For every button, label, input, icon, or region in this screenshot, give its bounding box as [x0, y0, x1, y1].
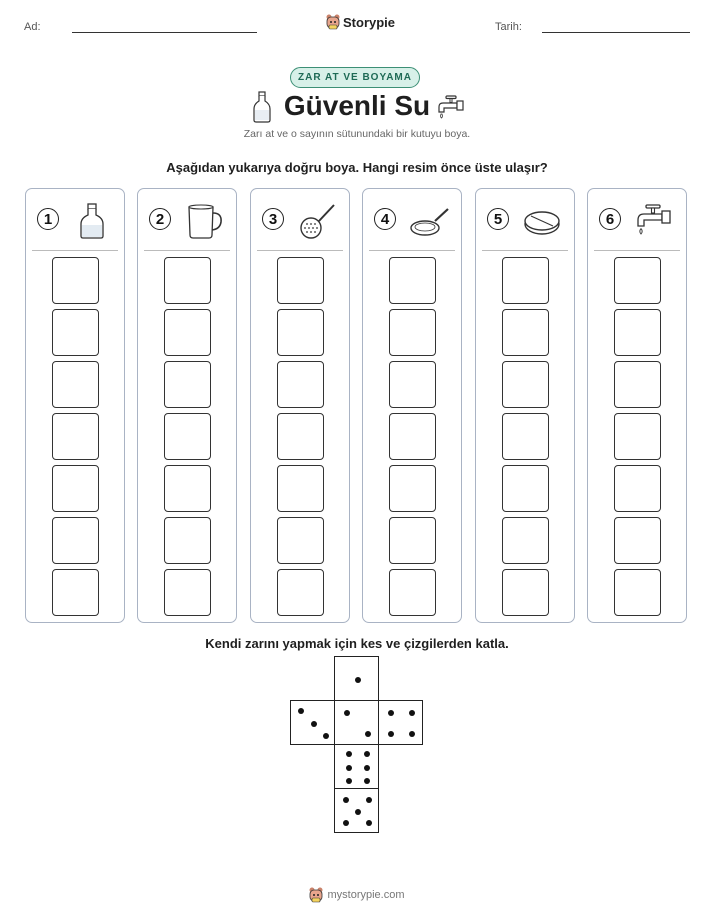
coloring-box[interactable] — [164, 569, 211, 616]
die-pip — [344, 710, 350, 716]
die-pip — [364, 751, 370, 757]
tablet-icon — [522, 201, 562, 241]
die-pip — [346, 751, 352, 757]
column-number: 6 — [599, 208, 621, 230]
coloring-box[interactable] — [614, 517, 661, 564]
column-3 — [250, 188, 350, 623]
column-number: 3 — [262, 208, 284, 230]
column-4 — [362, 188, 462, 623]
footer-url: mystorypie.com — [327, 889, 405, 901]
coloring-box[interactable] — [502, 361, 549, 408]
faucet-icon — [634, 201, 674, 241]
title-bottle-icon — [252, 91, 272, 123]
coloring-box[interactable] — [389, 569, 436, 616]
coloring-box[interactable] — [614, 309, 661, 356]
date-line[interactable] — [542, 32, 690, 33]
coloring-box[interactable] — [52, 309, 99, 356]
coloring-box[interactable] — [277, 413, 324, 460]
name-label: Ad: — [24, 21, 41, 33]
die-pip — [343, 797, 349, 803]
coloring-box[interactable] — [164, 517, 211, 564]
coloring-box[interactable] — [502, 465, 549, 512]
strainer-icon — [297, 201, 337, 241]
coloring-box[interactable] — [614, 465, 661, 512]
coloring-box[interactable] — [502, 413, 549, 460]
coloring-box[interactable] — [277, 517, 324, 564]
instruction: Aşağıdan yukarıya doğru boya. Hangi resim önce üste ulaşır? — [166, 160, 548, 175]
coloring-box[interactable] — [277, 309, 324, 356]
coloring-box[interactable] — [502, 309, 549, 356]
die-pip — [311, 721, 317, 727]
die-pip — [298, 708, 304, 714]
title-text: Güvenli Su — [283, 90, 431, 121]
name-line[interactable] — [72, 32, 257, 33]
die-pip — [365, 731, 371, 737]
mug-icon — [184, 201, 224, 241]
column-number: 1 — [37, 208, 59, 230]
brand-logo — [326, 14, 395, 30]
storypie-mascot-icon — [309, 887, 323, 903]
coloring-box[interactable] — [389, 257, 436, 304]
page-title — [0, 90, 714, 122]
column-divider — [594, 250, 680, 251]
die-face-4 — [378, 700, 423, 745]
die-face-3 — [290, 700, 335, 745]
die-pip — [388, 710, 394, 716]
column-divider — [32, 250, 118, 251]
coloring-box[interactable] — [277, 361, 324, 408]
die-face-1 — [334, 656, 379, 701]
column-number: 5 — [487, 208, 509, 230]
coloring-box[interactable] — [164, 465, 211, 512]
die-face-2 — [334, 700, 379, 745]
activity-badge: ZAR AT VE BOYAMA — [290, 67, 420, 88]
date-label: Tarih: — [495, 21, 522, 33]
die-pip — [364, 765, 370, 771]
die-pip — [346, 765, 352, 771]
coloring-box[interactable] — [614, 569, 661, 616]
storypie-mascot-icon — [326, 14, 340, 30]
coloring-box[interactable] — [52, 413, 99, 460]
die-pip — [343, 820, 349, 826]
coloring-box[interactable] — [52, 569, 99, 616]
pan-icon — [409, 201, 449, 241]
coloring-box[interactable] — [164, 413, 211, 460]
column-1 — [25, 188, 125, 623]
column-divider — [482, 250, 568, 251]
coloring-box[interactable] — [277, 465, 324, 512]
column-divider — [257, 250, 343, 251]
die-pip — [388, 731, 394, 737]
title-faucet-icon — [437, 94, 467, 122]
die-face-6 — [334, 744, 379, 789]
column-2 — [137, 188, 237, 623]
coloring-box[interactable] — [52, 517, 99, 564]
coloring-box[interactable] — [502, 257, 549, 304]
die-pip — [346, 778, 352, 784]
die-pip — [323, 733, 329, 739]
brand-name: Storypie — [343, 14, 396, 30]
die-pip — [355, 677, 361, 683]
die-pip — [409, 710, 415, 716]
coloring-box[interactable] — [389, 413, 436, 460]
coloring-box[interactable] — [164, 257, 211, 304]
die-face-5 — [334, 788, 379, 833]
column-5 — [475, 188, 575, 623]
coloring-box[interactable] — [389, 361, 436, 408]
die-pip — [364, 778, 370, 784]
die-pip — [409, 731, 415, 737]
column-6 — [587, 188, 687, 623]
coloring-box[interactable] — [614, 257, 661, 304]
die-pip — [355, 809, 361, 815]
coloring-box[interactable] — [52, 257, 99, 304]
coloring-box[interactable] — [389, 517, 436, 564]
column-divider — [369, 250, 455, 251]
coloring-box[interactable] — [277, 569, 324, 616]
subtitle: Zarı at ve o sayının sütunundaki bir kutuyu boya. — [243, 128, 471, 140]
coloring-box[interactable] — [389, 465, 436, 512]
column-number: 2 — [149, 208, 171, 230]
dice-instruction: Kendi zarını yapmak için kes ve çizgilerden katla. — [205, 636, 509, 651]
footer — [0, 887, 714, 903]
column-number: 4 — [374, 208, 396, 230]
coloring-box[interactable] — [164, 309, 211, 356]
coloring-box[interactable] — [502, 569, 549, 616]
column-divider — [144, 250, 230, 251]
bottle-icon — [72, 201, 112, 241]
die-pip — [366, 797, 372, 803]
coloring-box[interactable] — [52, 465, 99, 512]
coloring-box[interactable] — [277, 257, 324, 304]
coloring-box[interactable] — [614, 413, 661, 460]
coloring-box[interactable] — [52, 361, 99, 408]
die-pip — [366, 820, 372, 826]
coloring-box[interactable] — [164, 361, 211, 408]
coloring-box[interactable] — [502, 517, 549, 564]
coloring-box[interactable] — [389, 309, 436, 356]
coloring-box[interactable] — [614, 361, 661, 408]
